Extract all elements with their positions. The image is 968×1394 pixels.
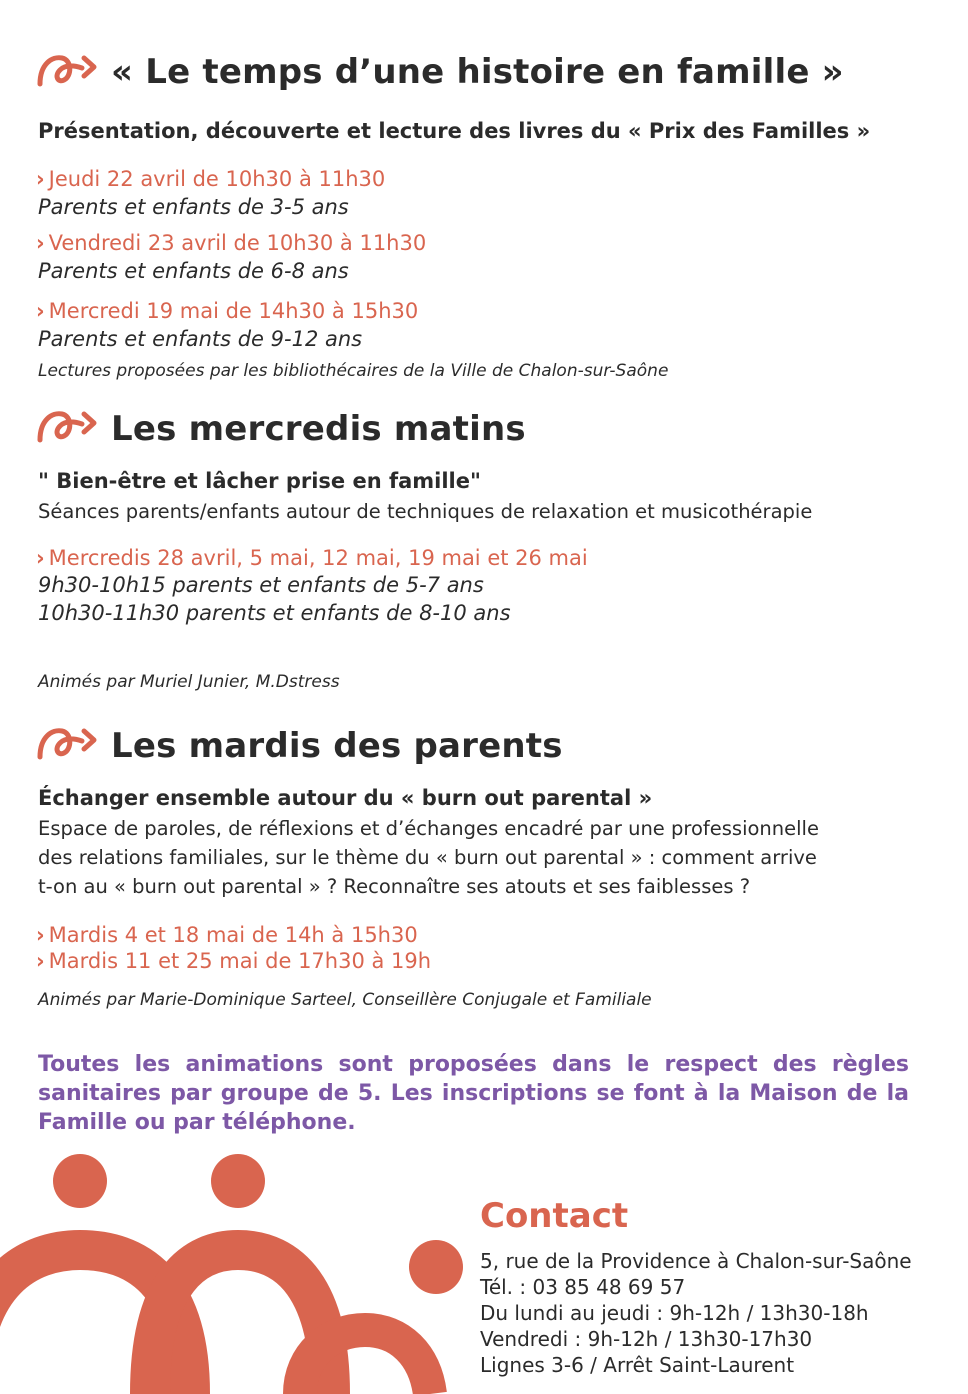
contact-address: 5, rue de la Providence à Chalon-sur-Saône bbox=[480, 1249, 912, 1273]
section-description-line: t-on au « burn out parental » ? Reconnaître ses atouts et ses faiblesses ? bbox=[38, 875, 751, 898]
section-subtitle-histoire: Présentation, découverte et lecture des livres du « Prix des Familles » bbox=[38, 119, 871, 143]
session-time: 10h30-11h30 parents et enfants de 8-10 ans bbox=[38, 601, 511, 625]
chevron-right-icon: › bbox=[36, 546, 45, 570]
section-note: Lectures proposées par les bibliothécaires de la Ville de Chalon-sur-Saône bbox=[38, 361, 669, 381]
curl-arrow-icon bbox=[36, 50, 98, 90]
section-title-mardis: Les mardis des parents bbox=[111, 726, 563, 766]
session-time: 9h30-10h15 parents et enfants de 5-7 ans bbox=[38, 573, 484, 597]
session-date: › Vendredi 23 avril de 10h30 à 11h30 bbox=[36, 231, 427, 255]
contact-hours-friday: Vendredi : 9h-12h / 13h30-17h30 bbox=[480, 1327, 813, 1351]
curl-arrow-icon bbox=[36, 723, 98, 763]
session-audience: Parents et enfants de 9-12 ans bbox=[38, 327, 363, 351]
section-note: Animés par Marie-Dominique Sarteel, Conseillère Conjugale et Familiale bbox=[38, 990, 652, 1010]
section-description: Séances parents/enfants autour de techniques de relaxation et musicothérapie bbox=[38, 500, 813, 523]
session-date: › Mardis 11 et 25 mai de 17h30 à 19h bbox=[36, 949, 432, 973]
contact-bus-lines: Lignes 3-6 / Arrêt Saint-Laurent bbox=[480, 1353, 795, 1377]
chevron-right-icon: › bbox=[36, 231, 45, 255]
session-date: › Mardis 4 et 18 mai de 14h à 15h30 bbox=[36, 923, 418, 947]
contact-title: Contact bbox=[480, 1196, 629, 1236]
session-audience: Parents et enfants de 3-5 ans bbox=[38, 195, 349, 219]
section-description-line: Espace de paroles, de réflexions et d’échanges encadré par une professionnelle bbox=[38, 817, 819, 840]
sanitary-notice: Toutes les animations sont proposées dans le respect des règles sanitaires par groupe de 5. Les inscriptions se font à la Maison de la Famille ou par téléphone. bbox=[38, 1052, 909, 1135]
section-subtitle-mercredis: " Bien-être et lâcher prise en famille" bbox=[38, 469, 481, 493]
section-description-line: des relations familiales, sur le thème du « burn out parental » : comment arrive bbox=[38, 846, 817, 869]
section-note: Animés par Muriel Junier, M.Dstress bbox=[38, 672, 340, 692]
section-title-mercredis: Les mercredis matins bbox=[111, 409, 526, 449]
chevron-right-icon: › bbox=[36, 299, 45, 323]
session-date: › Mercredi 19 mai de 14h30 à 15h30 bbox=[36, 299, 419, 323]
session-date: › Jeudi 22 avril de 10h30 à 11h30 bbox=[36, 167, 386, 191]
chevron-right-icon: › bbox=[36, 949, 45, 973]
chevron-right-icon: › bbox=[36, 923, 45, 947]
contact-hours-weekdays: Du lundi au jeudi : 9h-12h / 13h30-18h bbox=[480, 1301, 869, 1325]
section-title-histoire: « Le temps d’une histoire en famille » bbox=[111, 52, 844, 92]
family-figures-illustration bbox=[0, 1140, 470, 1394]
session-audience: Parents et enfants de 6-8 ans bbox=[38, 259, 349, 283]
section-subtitle-mardis: Échanger ensemble autour du « burn out parental » bbox=[38, 786, 653, 810]
session-date: › Mercredis 28 avril, 5 mai, 12 mai, 19 mai et 26 mai bbox=[36, 546, 588, 570]
chevron-right-icon: › bbox=[36, 167, 45, 191]
curl-arrow-icon bbox=[36, 406, 98, 446]
contact-phone: Tél. : 03 85 48 69 57 bbox=[480, 1275, 686, 1299]
